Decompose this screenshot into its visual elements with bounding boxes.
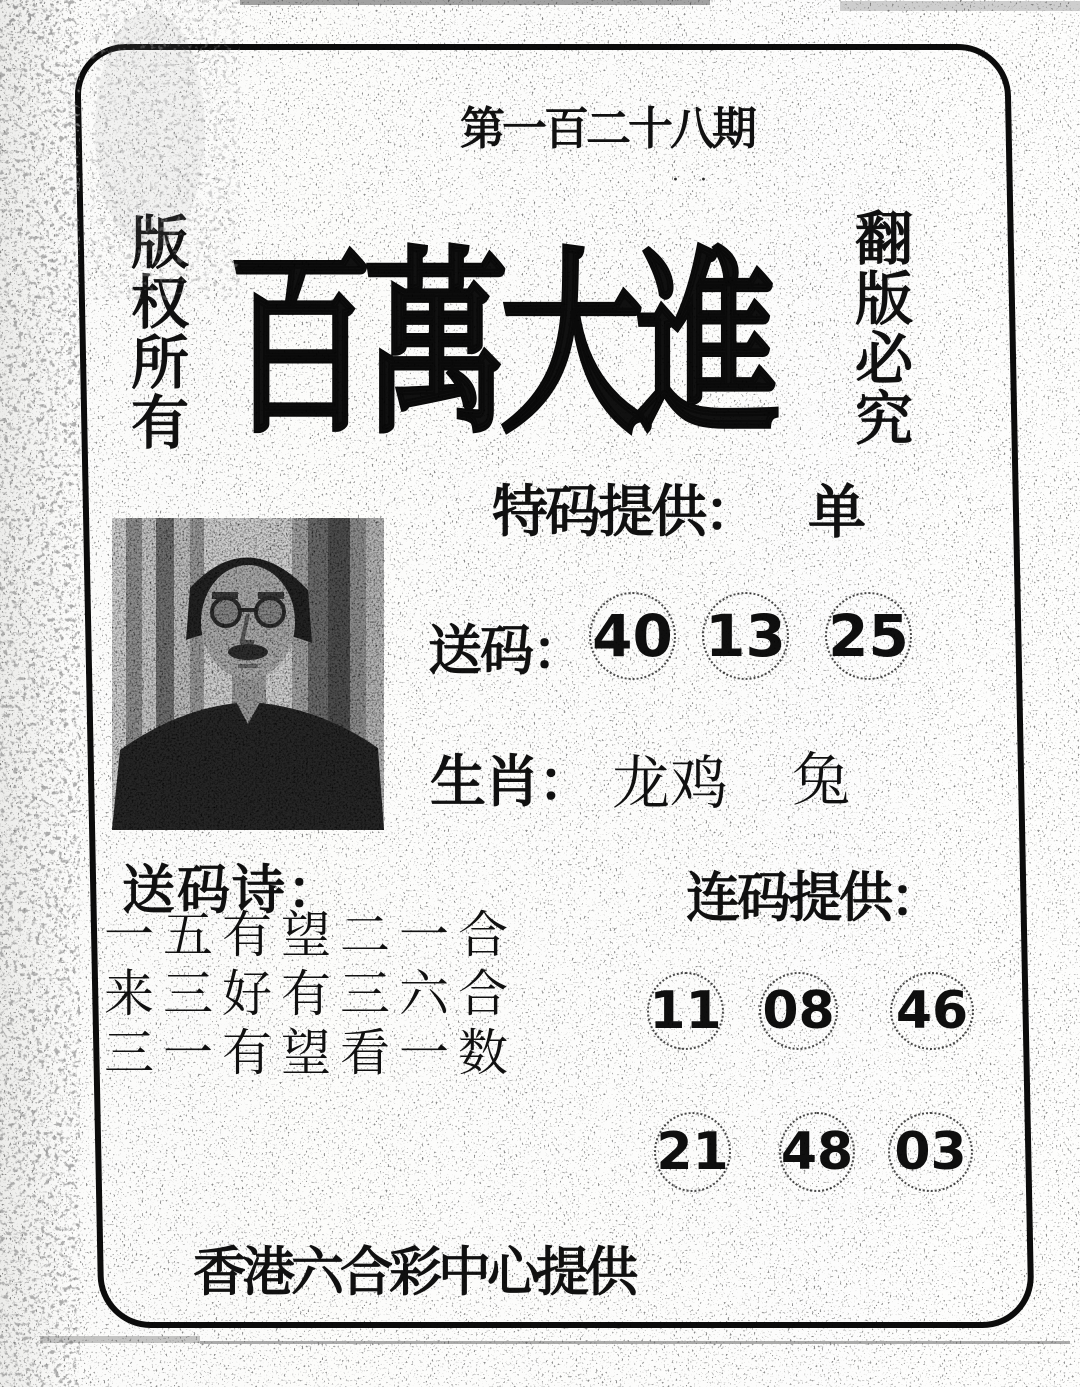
man-portrait-photo	[112, 518, 384, 830]
zodiac-value-primary: 龙鸡	[612, 749, 729, 817]
poem-line: 三一有望看一数	[104, 1024, 517, 1082]
footer-provider-text: 香港六合彩中心提供	[193, 1241, 634, 1303]
consecutive-code-circle: 03	[888, 1112, 973, 1192]
poem-block	[104, 906, 517, 1083]
consecutive-code-circle: 08	[759, 972, 838, 1050]
special-code-value: 单	[808, 478, 867, 546]
consecutive-code-circle: 11	[647, 972, 724, 1050]
consecutive-code-label: 连码提供：	[686, 865, 941, 929]
send-code-circle: 25	[825, 592, 912, 680]
send-code-circle: 40	[589, 592, 676, 680]
copyright-vertical-text: 版权所有	[121, 212, 189, 452]
consecutive-code-circle: 21	[654, 1112, 731, 1192]
consecutive-code-circle: 46	[890, 972, 974, 1050]
send-code-label: 送码：	[428, 618, 584, 682]
anti-piracy-vertical-text: 翻版必究	[845, 208, 913, 448]
issue-dots: · ·	[672, 168, 714, 193]
send-code-circle: 13	[702, 592, 789, 680]
issue-number: 第一百二十八期	[460, 102, 755, 155]
zodiac-value-secondary: 兔	[792, 746, 851, 814]
poem-line: 一五有望二一合	[104, 906, 517, 964]
portrait-illustration	[112, 518, 384, 830]
poem-label: 送码诗：	[122, 859, 342, 921]
special-code-label: 特码提供：	[492, 479, 757, 545]
poem-line: 来三好有三六合	[104, 965, 517, 1023]
sheet-title: 百萬大進	[228, 227, 772, 461]
zodiac-label: 生肖：	[430, 749, 592, 815]
consecutive-code-circle: 48	[779, 1112, 855, 1192]
